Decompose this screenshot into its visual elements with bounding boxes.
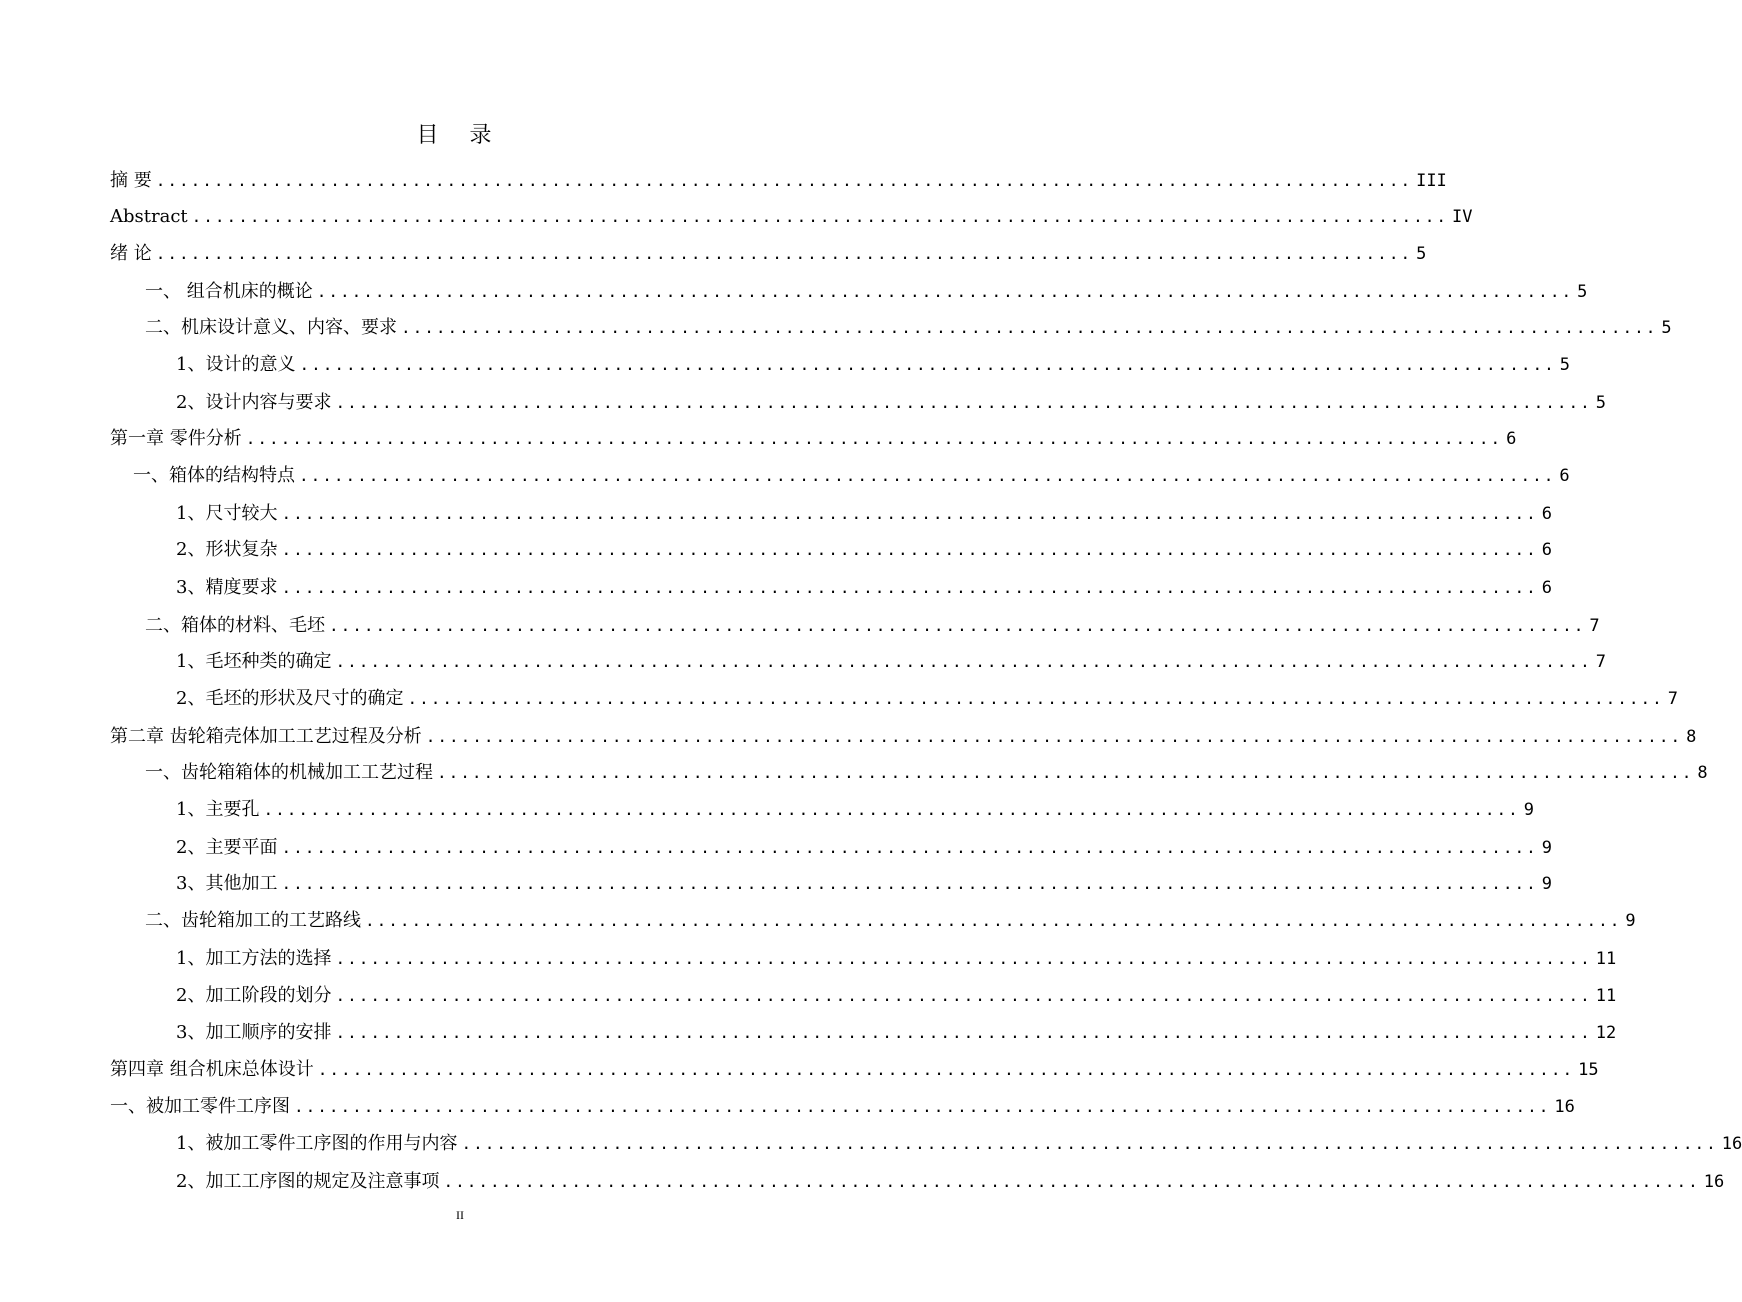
toc-entry-page: 6 [1541, 540, 1553, 560]
toc-leader-dots: ............................................................................................................ [281, 838, 1538, 857]
toc-entry-page: 9 [1625, 911, 1636, 931]
toc-entry[interactable] [110, 1094, 1575, 1120]
toc-entry[interactable] [176, 649, 1607, 675]
toc-leader-dots: ............................................................................................................ [281, 540, 1538, 559]
toc-entry[interactable] [176, 946, 1617, 972]
toc-leader-dots: ............................................................................................................ [437, 763, 1694, 782]
toc-entry-page: 11 [1595, 986, 1617, 1006]
toc-entry-label: 1、尺寸较大 [176, 503, 278, 524]
toc-entry-label: 1、被加工零件工序图的作用与内容 [176, 1133, 458, 1154]
toc-entry-label: 二、齿轮箱加工的工艺路线 [145, 910, 361, 931]
toc-entry[interactable] [145, 613, 1600, 639]
toc-entry[interactable] [145, 908, 1636, 934]
toc-entry-label: 2、主要平面 [176, 837, 278, 858]
toc-leader-dots: ............................................................................................................ [245, 429, 1503, 448]
toc-entry[interactable] [176, 575, 1553, 601]
toc-entry[interactable] [110, 724, 1697, 750]
toc-entry-label: 摘 要 [110, 170, 152, 191]
toc-entry-page: 6 [1541, 578, 1553, 598]
toc-entry[interactable] [110, 168, 1447, 194]
page-number: II [456, 1208, 464, 1222]
toc-entry[interactable] [176, 835, 1553, 861]
toc-entry-page: 6 [1506, 429, 1517, 449]
toc-leader-dots: ............................................................................................................ [407, 689, 1664, 708]
toc-entry[interactable] [110, 426, 1517, 452]
toc-entry-label: 一、齿轮箱箱体的机械加工工艺过程 [145, 762, 433, 783]
toc-entry[interactable] [110, 241, 1427, 267]
toc-leader-dots: ............................................................................................................ [335, 652, 1592, 671]
toc-leader-dots: ............................................................................................................ [294, 1097, 1551, 1116]
toc-entry-label: 3、其他加工 [176, 873, 278, 894]
toc-entry-page: 6 [1559, 466, 1570, 486]
toc-entry-page: 16 [1554, 1097, 1575, 1117]
toc-entry[interactable] [145, 279, 1588, 305]
toc-entry-page: 16 [1703, 1172, 1725, 1192]
toc-entry-page: 5 [1661, 318, 1672, 338]
toc-entry[interactable] [133, 463, 1570, 489]
toc-leader-dots: ............................................................................................................ [281, 504, 1538, 523]
toc-entry-label: 第一章 零件分析 [110, 428, 242, 449]
toc-entry-label: 2、形状复杂 [176, 539, 278, 560]
toc-entry-page: 5 [1416, 244, 1427, 264]
toc-leader-dots: ............................................................................................................ [335, 949, 1592, 968]
toc-leader-dots: ............................................................................................................ [335, 1023, 1592, 1042]
toc-entry-page: 5 [1577, 282, 1588, 302]
toc-entry[interactable] [176, 797, 1535, 823]
toc-leader-dots: ............................................................................................................ [155, 171, 1413, 190]
toc-entry[interactable] [145, 315, 1672, 341]
toc-entry-page: 11 [1595, 949, 1617, 969]
toc-entry-label: 2、设计内容与要求 [176, 392, 332, 413]
toc-entry-page: IV [1452, 207, 1473, 227]
toc-entry-label: Abstract [110, 206, 188, 227]
toc-title: 目 录 [416, 123, 504, 148]
toc-entry-page: 7 [1667, 689, 1679, 709]
toc-entry[interactable] [110, 1057, 1599, 1083]
toc-entry[interactable] [176, 537, 1553, 563]
toc-entry-label: 一、箱体的结构特点 [133, 465, 295, 486]
toc-entry-page: 15 [1578, 1060, 1599, 1080]
toc-leader-dots: ............................................................................................................ [317, 1060, 1575, 1079]
toc-entry[interactable] [176, 501, 1553, 527]
toc-entry[interactable] [176, 1020, 1617, 1046]
toc-leader-dots: ............................................................................................................ [401, 318, 1658, 337]
toc-entry[interactable] [145, 760, 1708, 786]
toc-entry-label: 1、毛坯种类的确定 [176, 651, 332, 672]
toc-leader-dots: ............................................................................................................ [329, 616, 1586, 635]
toc-leader-dots: ............................................................................................................ [425, 727, 1683, 746]
toc-entry[interactable] [176, 352, 1571, 378]
toc-leader-dots: ............................................................................................................ [316, 282, 1574, 301]
toc-leader-dots: ............................................................................................................ [299, 466, 1556, 485]
toc-entry-page: 9 [1541, 874, 1553, 894]
toc-entry[interactable] [110, 204, 1473, 230]
toc-leader-dots: ............................................................................................................ [281, 578, 1538, 597]
toc-leader-dots: ............................................................................................................ [191, 207, 1448, 226]
toc-entry-page: III [1416, 171, 1447, 191]
toc-entry-label: 一、 组合机床的概论 [145, 281, 313, 302]
toc-leader-dots: ............................................................................................................ [461, 1134, 1718, 1153]
toc-entry-page: 16 [1721, 1134, 1742, 1154]
toc-leader-dots: ............................................................................................................ [365, 911, 1622, 930]
toc-entry-page: 6 [1541, 504, 1553, 524]
toc-entry-label: 一、被加工零件工序图 [110, 1096, 290, 1117]
toc-entry-page: 9 [1523, 800, 1535, 820]
toc-entry-label: 3、加工顺序的安排 [176, 1022, 332, 1043]
toc-leader-dots: ............................................................................................................ [443, 1172, 1700, 1191]
toc-entry-page: 5 [1559, 355, 1571, 375]
toc-leader-dots: ............................................................................................................ [155, 244, 1413, 263]
toc-entry-label: 第四章 组合机床总体设计 [110, 1059, 314, 1080]
toc-entry-label: 3、精度要求 [176, 577, 278, 598]
toc-entry-label: 1、主要孔 [176, 799, 260, 820]
toc-entry-label: 二、机床设计意义、内容、要求 [145, 317, 397, 338]
toc-entry-page: 8 [1686, 727, 1697, 747]
toc-leader-dots: ............................................................................................................ [335, 393, 1592, 412]
toc-entry[interactable] [176, 871, 1553, 897]
toc-entry-label: 1、加工方法的选择 [176, 948, 332, 969]
toc-entry[interactable] [176, 686, 1679, 712]
toc-entry-label: 2、毛坯的形状及尺寸的确定 [176, 688, 404, 709]
toc-leader-dots: ............................................................................................................ [299, 355, 1556, 374]
toc-entry-page: 5 [1595, 393, 1607, 413]
toc-entry-label: 2、加工阶段的划分 [176, 985, 332, 1006]
toc-entry[interactable] [176, 983, 1617, 1009]
toc-leader-dots: ............................................................................................................ [335, 986, 1592, 1005]
toc-entry-label: 2、加工工序图的规定及注意事项 [176, 1171, 440, 1192]
toc-entry-page: 7 [1589, 616, 1600, 636]
toc-entry-page: 7 [1595, 652, 1607, 672]
toc-entry-page: 9 [1541, 838, 1553, 858]
toc-entry-label: 绪 论 [110, 243, 152, 264]
toc-entry-page: 12 [1595, 1023, 1617, 1043]
toc-leader-dots: ............................................................................................................ [263, 800, 1520, 819]
toc-entry-label: 1、设计的意义 [176, 354, 296, 375]
toc-entry-label: 第二章 齿轮箱壳体加工工艺过程及分析 [110, 726, 422, 747]
toc-entry[interactable] [176, 390, 1607, 416]
toc-entry[interactable] [176, 1131, 1742, 1157]
toc-entry-label: 二、箱体的材料、毛坯 [145, 615, 325, 636]
toc-leader-dots: ............................................................................................................ [281, 874, 1538, 893]
toc-entry[interactable] [176, 1169, 1725, 1195]
toc-entry-page: 8 [1697, 763, 1708, 783]
